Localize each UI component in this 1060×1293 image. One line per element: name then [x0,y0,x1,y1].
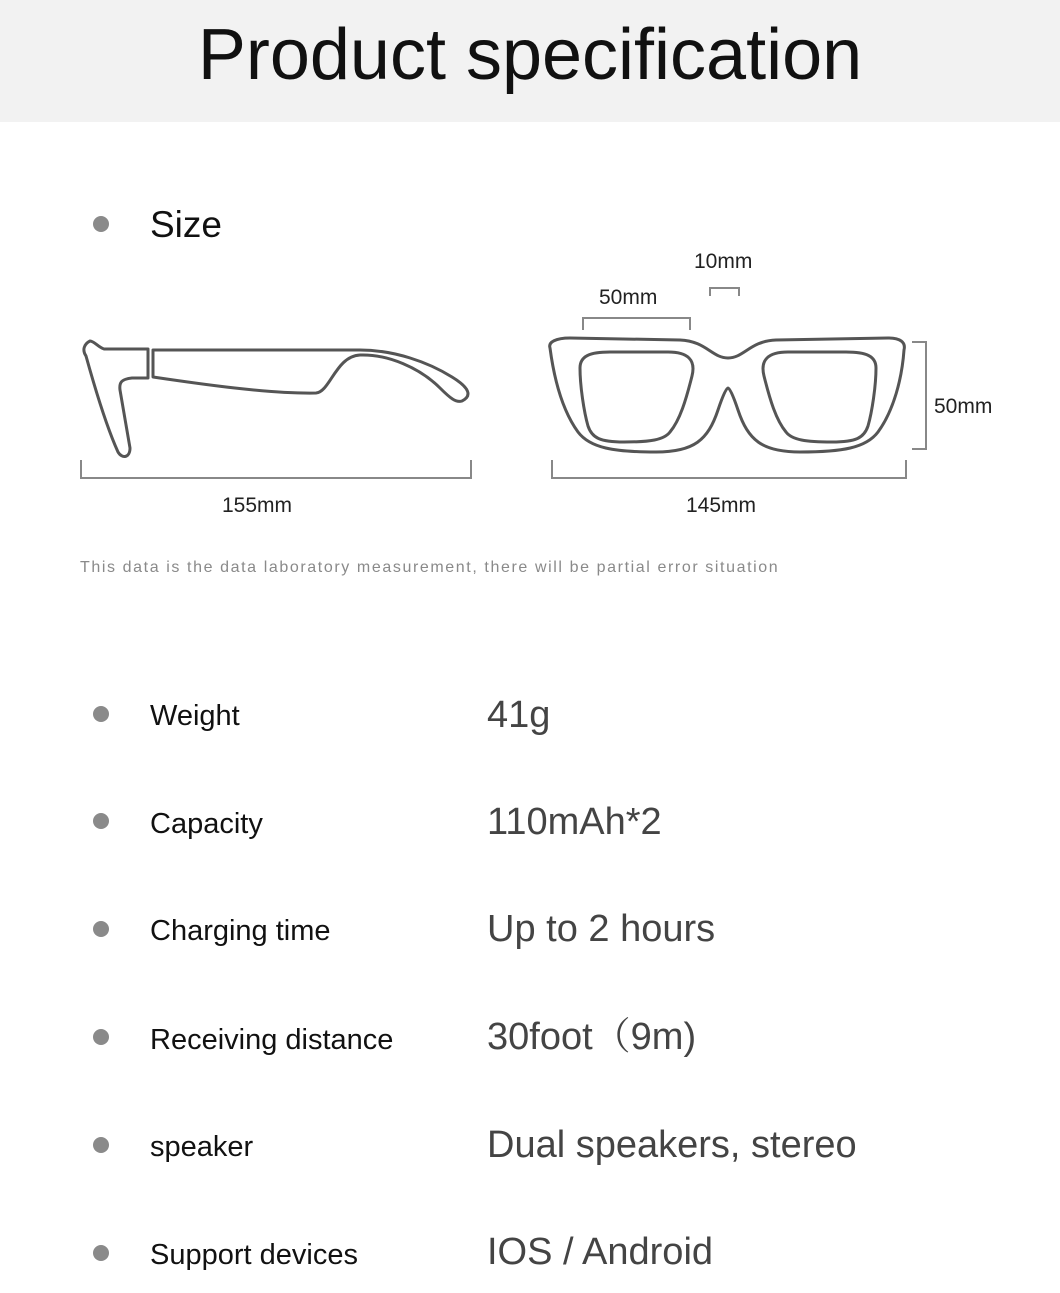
spec-value: IOS / Android [487,1231,714,1273]
bridge-width-label: 10mm [694,250,753,273]
bullet-icon [93,921,109,937]
side-length-label: 155mm [222,494,293,517]
bullet-icon [93,1137,109,1153]
bullet-icon [93,813,109,829]
front-width-bracket [552,460,906,478]
spec-label: Weight [150,700,240,732]
spec-value: 30foot（9m) [487,1016,697,1058]
spec-value: 110mAh*2 [487,801,662,843]
right-lens [763,352,876,442]
measurement-note: This data is the data laboratory measurement, there will be partial error situation [80,559,780,576]
spec-label: Receiving distance [150,1024,394,1056]
spec-label: Capacity [150,808,263,840]
lens-height-bracket [912,342,926,449]
spec-value: Dual speakers, stereo [487,1124,857,1166]
glasses-diagram [0,0,1060,600]
left-lens [580,352,693,442]
front-view-frame [550,338,905,452]
spec-value: 41g [487,694,551,736]
lens-height-label: 50mm [934,395,993,418]
spec-label: Charging time [150,915,331,947]
bridge-width-bracket [710,288,739,296]
side-view-front-piece [84,341,148,457]
spec-label: Support devices [150,1239,358,1271]
spec-label: speaker [150,1131,254,1163]
front-width-label: 145mm [686,494,757,517]
side-view-temple-arm [153,350,468,401]
page-title: Product specification [197,15,863,95]
bullet-icon [93,1029,109,1045]
spec-value: Up to 2 hours [487,908,716,950]
size-heading: Size [150,204,222,245]
lens-width-bracket [583,318,690,330]
lens-width-label: 50mm [599,286,658,309]
side-length-bracket [81,460,471,478]
bullet-icon [93,706,109,722]
bullet-icon [93,1245,109,1261]
